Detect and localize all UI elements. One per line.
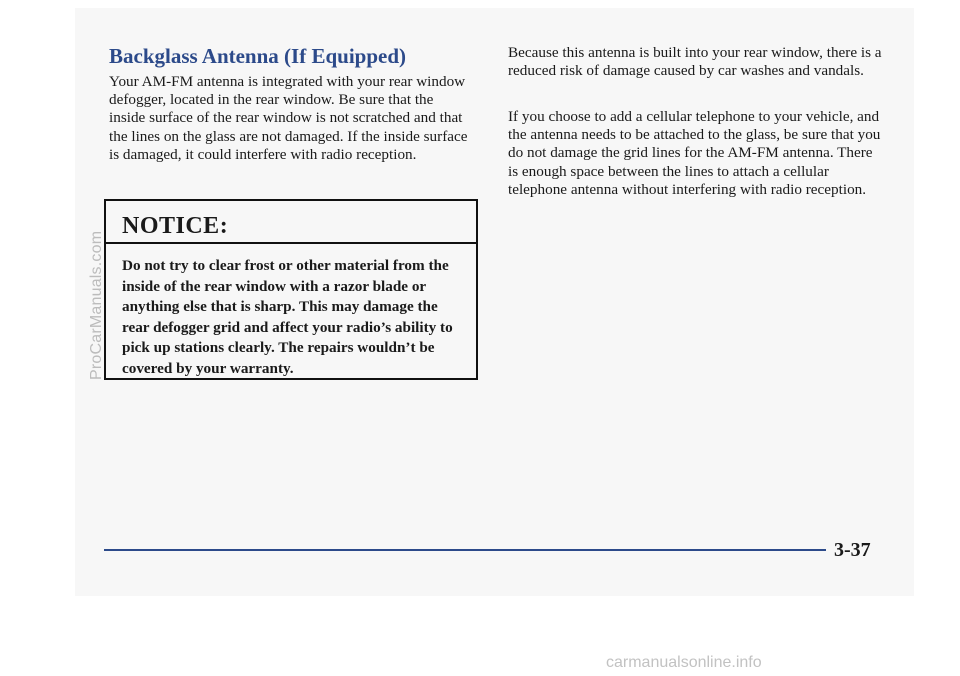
side-watermark: ProCarManuals.com: [88, 230, 105, 380]
footer-rule: [104, 549, 826, 551]
bottom-watermark: carmanualsonline.info: [606, 654, 762, 671]
notice-divider: [106, 242, 476, 244]
notice-box: [104, 199, 478, 380]
notice-body: Do not try to clear frost or other material from the inside of the rear window with a razor blade or anything else that is sharp. This may damage the rear defogger grid and affect your radio’s ability to pick up stations clearly. The repairs wouldn’t be covered by your warranty.: [122, 257, 453, 377]
section-heading: Backglass Antenna (If Equipped): [109, 44, 407, 68]
notice-title: NOTICE:: [122, 213, 229, 239]
right-paragraph-2: If you choose to add a cellular telephone to your vehicle, and the antenna needs to be attached to the glass, be sure that you do not damage the grid lines for the AM-FM antenna. There is enough space between the lines to attach a cellular telephone antenna without interfering with radio reception.: [508, 108, 881, 198]
page-number: 3-37: [834, 539, 871, 561]
right-paragraph-1: Because this antenna is built into your rear window, there is a reduced risk of damage caused by car washes and vandals.: [508, 44, 882, 80]
intro-paragraph: Your AM-FM antenna is integrated with your rear window defogger, located in the rear window. Be sure that the inside surface of the rear window is not scratched and that the lines on the glass are not damaged. If the inside surface is damaged, it could interfere with radio reception.: [109, 73, 468, 163]
